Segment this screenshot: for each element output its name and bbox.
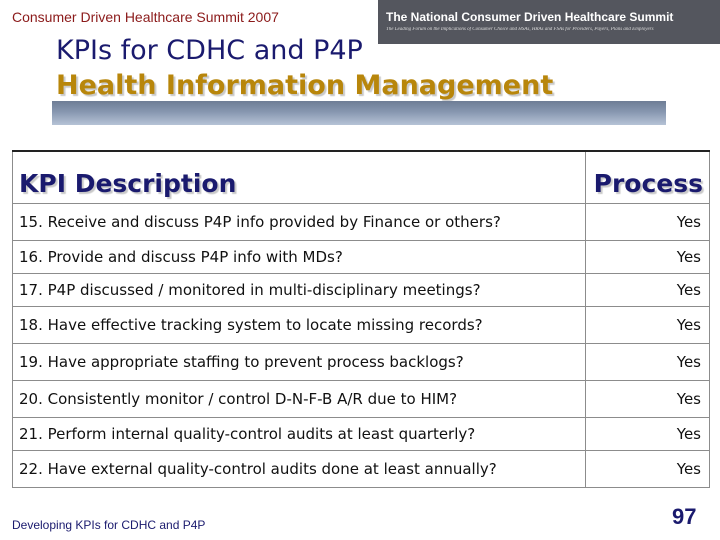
table-row — [13, 204, 710, 241]
kpi-description: 16. Provide and discuss P4P info with MDs? — [13, 241, 586, 274]
kpi-table — [12, 150, 710, 488]
process-answer: Yes — [586, 381, 710, 418]
kpi-description: 19. Have appropriate staffing to prevent process backlogs? — [13, 344, 586, 381]
column-header-description: KPI Description — [13, 151, 586, 204]
kpi-description: 20. Consistently monitor / control D-N-F-B A/R due to HIM? — [13, 381, 586, 418]
process-answer: Yes — [586, 307, 710, 344]
banner-title: The National Consumer Driven Healthcare Summit — [386, 10, 674, 24]
process-answer: Yes — [586, 204, 710, 241]
process-answer: Yes — [586, 418, 710, 451]
table-row — [13, 381, 710, 418]
process-answer: Yes — [586, 344, 710, 381]
kpi-description: 17. P4P discussed / monitored in multi-disciplinary meetings? — [13, 274, 586, 307]
table-row — [13, 344, 710, 381]
kpi-description: 15. Receive and discuss P4P info provided by Finance or others? — [13, 204, 586, 241]
banner-tagline: The Leading Forum on the Implications of Consumer Choice and HSAs, HRAs and FSAs for Providers, Payers, Plans and Employers — [386, 27, 654, 32]
slide-subtitle: Health Information Management — [56, 70, 554, 101]
summit-banner — [378, 0, 720, 44]
process-answer: Yes — [586, 451, 710, 488]
process-answer: Yes — [586, 241, 710, 274]
title-divider-bar — [52, 101, 666, 125]
footer-text: Developing KPIs for CDHC and P4P — [12, 518, 206, 532]
page-number: 97 — [672, 504, 697, 529]
table-row — [13, 307, 710, 344]
kpi-description: 18. Have effective tracking system to locate missing records? — [13, 307, 586, 344]
slide-title: KPIs for CDHC and P4P — [56, 35, 363, 66]
table-row — [13, 274, 710, 307]
table-row — [13, 418, 710, 451]
event-title: Consumer Driven Healthcare Summit 2007 — [12, 9, 279, 25]
process-answer: Yes — [586, 274, 710, 307]
kpi-description: 21. Perform internal quality-control audits at least quarterly? — [13, 418, 586, 451]
table-header-row — [13, 151, 710, 204]
kpi-description: 22. Have external quality-control audits done at least annually? — [13, 451, 586, 488]
table-row — [13, 241, 710, 274]
column-header-process: Process — [586, 151, 710, 204]
table-row — [13, 451, 710, 488]
